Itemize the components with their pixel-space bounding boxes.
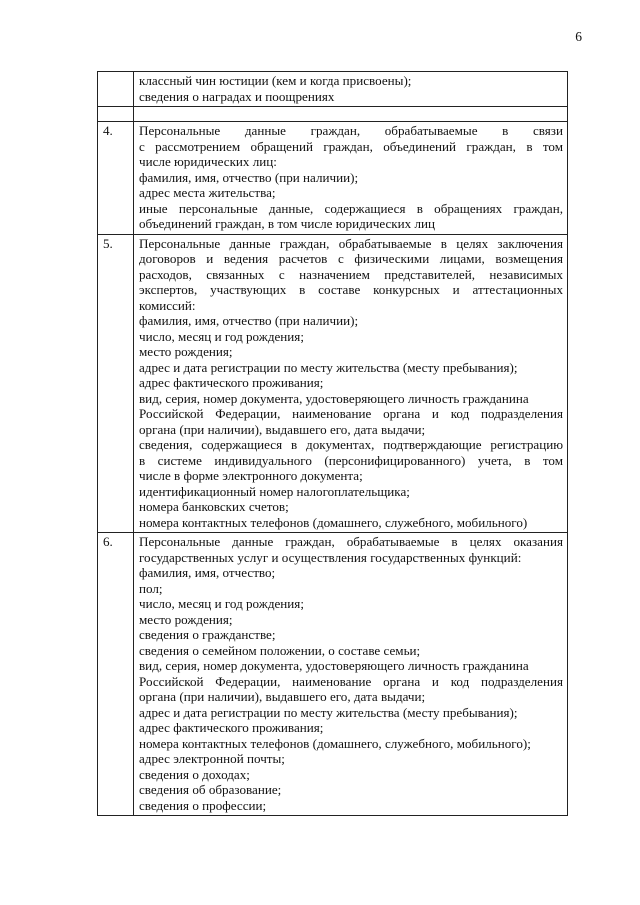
table-row <box>98 533 568 816</box>
table-row <box>98 234 568 533</box>
table-body <box>98 72 568 816</box>
content-line: адрес фактического проживания; <box>139 375 324 390</box>
content-line: с рассмотрением обращений граждан, объединений граждан, в том <box>139 138 563 154</box>
content-line: номера контактных телефонов (домашнего, служебного, мобильного) <box>139 514 528 530</box>
row-number-cell: 6. <box>98 533 134 816</box>
content-line: расходов, связанных с назначением представителей, независимых <box>139 266 563 282</box>
content-line: органа (при наличии), выдавшего его, дата выдачи; <box>139 689 426 704</box>
table-spacer-row <box>98 107 568 122</box>
row-number-cell <box>98 72 134 107</box>
content-line: адрес места жительства; <box>139 185 276 200</box>
content-line: Персональные данные граждан, обрабатываемые в целях оказания <box>139 534 563 549</box>
content-line: идентификационный номер налогоплательщика; <box>139 483 410 499</box>
content-line: органа (при наличии), выдавшего его, дата выдачи; <box>139 421 426 437</box>
row-content-cell <box>134 122 568 235</box>
content-line: Российской Федерации, наименование органа и код подразделения <box>139 406 563 421</box>
content-line: комиссий: <box>139 297 196 313</box>
content-line: сведения, содержащиеся в документах, подтверждающие регистрацию <box>139 437 563 452</box>
content-line: Персональные данные граждан, обрабатываемые в целях заключения <box>139 235 563 251</box>
content-line: договоров и ведения расчетов с физическими лицами, возмещения <box>139 251 563 266</box>
content-line: фамилия, имя, отчество; <box>139 565 276 580</box>
content-line: вид, серия, номер документа, удостоверяющего личность гражданина <box>139 390 529 406</box>
content-line: Персональные данные граждан, обрабатываемые в связи <box>139 123 563 138</box>
content-line: адрес и дата регистрации по месту жительства (месту пребывания); <box>139 704 518 720</box>
content-line: число, месяц и год рождения; <box>139 328 304 344</box>
content-line: объединений граждан, в том числе юридических лиц <box>139 216 436 231</box>
content-line: адрес фактического проживания; <box>139 720 324 735</box>
content-line: классный чин юстиции (кем и когда присвоены); <box>139 73 412 88</box>
table-row <box>98 72 568 107</box>
spacer-cell <box>134 107 568 122</box>
content-line: сведения о профессии; <box>139 797 267 813</box>
content-line: сведения о доходах; <box>139 766 250 782</box>
row-content-cell <box>134 72 568 107</box>
content-line: сведения об образование; <box>139 782 282 797</box>
content-line: номера банковских счетов; <box>139 499 289 514</box>
content-line: число, месяц и год рождения; <box>139 596 304 611</box>
content-line: адрес и дата регистрации по месту жительства (месту пребывания); <box>139 359 518 375</box>
row-number-cell: 5. <box>98 234 134 533</box>
content-line: место рождения; <box>139 344 233 359</box>
content-line: государственных услуг и осуществления государственных функций: <box>139 549 522 565</box>
content-line: вид, серия, номер документа, удостоверяющего личность гражданина <box>139 658 529 673</box>
content-line: сведения о семейном положении, о составе семьи; <box>139 642 421 658</box>
spacer-cell <box>98 107 134 122</box>
content-line: иные персональные данные, содержащиеся в обращениях граждан, <box>139 200 563 216</box>
row-content-cell <box>134 533 568 816</box>
content-line: фамилия, имя, отчество (при наличии); <box>139 313 359 328</box>
page-number: 6 <box>575 29 582 44</box>
content-line: место рождения; <box>139 611 233 627</box>
content-line: в системе индивидуального (персонифицированного) учета, в том <box>139 452 563 468</box>
row-content-cell <box>134 234 568 533</box>
content-line: экспертов, участвующих в составе конкурсных и аттестационных <box>139 282 563 297</box>
content-line: сведения о наградах и поощрениях <box>139 88 335 104</box>
content-line: числе юридических лиц: <box>139 154 277 169</box>
content-line: сведения о гражданстве; <box>139 627 276 642</box>
content-line: адрес электронной почты; <box>139 751 285 766</box>
content-line: номера контактных телефонов (домашнего, служебного, мобильного); <box>139 735 531 751</box>
content-line: числе в форме электронного документа; <box>139 468 363 483</box>
personal-data-table <box>97 71 568 816</box>
content-line: фамилия, имя, отчество (при наличии); <box>139 169 359 185</box>
table-row <box>98 122 568 235</box>
content-line: пол; <box>139 580 163 596</box>
content-line: Российской Федерации, наименование органа и код подразделения <box>139 673 563 689</box>
row-number-cell: 4. <box>98 122 134 235</box>
